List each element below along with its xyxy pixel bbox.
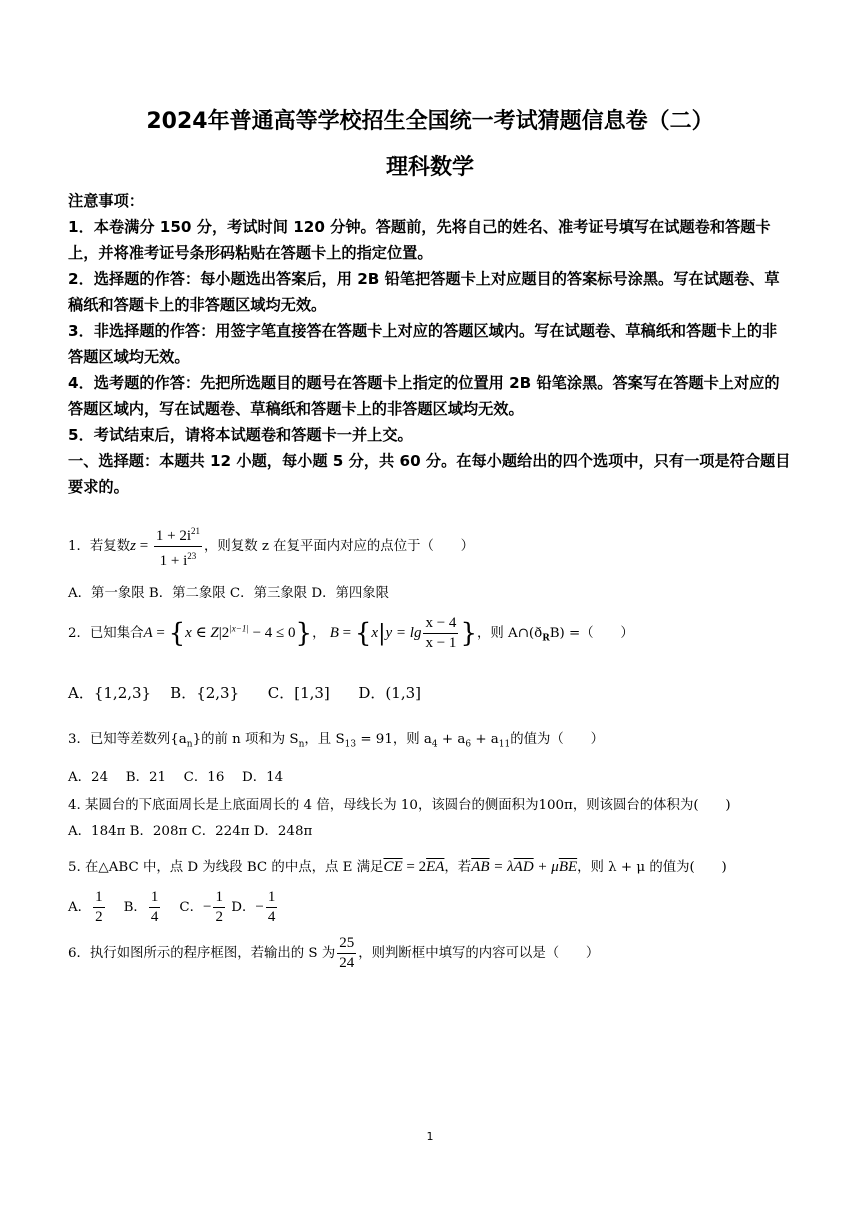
q5-option-a: A． $\frac{1}{2}$ (68, 889, 103, 925)
question-6 (68, 934, 798, 973)
q6-prefix: 6．执行如图所示的程序框图，若输出的 S 为 (68, 946, 336, 961)
vector-ab: $\overline{AB}$ (471, 859, 490, 875)
q3-text: 3．已知等差数列{a (68, 732, 187, 747)
section-heading: 一、选择题：本题共 12 小题，每小题 5 分，共 60 分。在每小题给出的四个选项中，只有一项是符合题目要求的。 (68, 452, 791, 496)
q2-option-b: B．{2,3} (170, 684, 240, 702)
q2-tail-sub: R (542, 633, 550, 644)
page-number: 1 (426, 1130, 434, 1143)
q1-suffix: ，则复数 z 在复平面内对应的点位于（ ） (204, 539, 475, 554)
q2-denominator: x − 1 (425, 635, 457, 651)
q5-part3: ，则 λ + μ 的值为( ) (577, 860, 727, 875)
q1-denominator: 1 + i (159, 553, 188, 569)
q2-option-d: D．(1,3] (358, 684, 421, 702)
q1-prefix: 1．若复数 (68, 539, 131, 554)
instruction-item: 4．选考题的作答：先把所选题目的题号在答题卡上指定的位置用 2B 铅笔涂黑。答案写在答题卡上对应的答题区域内，写在试题卷、草稿纸和答题卡上的非答题区域均无效。 (68, 374, 780, 418)
q2-set-b-y: y = lg (385, 625, 422, 641)
q5-option-d: D．− $\frac{1}{4}$ (231, 889, 276, 925)
brace-left-icon: { (354, 618, 372, 649)
question-5: 5. 在△ABC 中，点 D 为线段 BC 的中点，点 E 满足$\overline{CE} = 2\overline{EA}$，若$\overline{AB} = \lambda\overline{AD} + \mu\overline{BE}$，则 λ + μ 的值为( ) (68, 859, 727, 875)
q1-fraction (154, 522, 202, 571)
q1-var: z (130, 538, 136, 554)
instructions-heading: 注意事项： (68, 192, 144, 210)
q6-suffix: ，则判断框中填写的内容可以是（ ） (358, 946, 600, 961)
brace-left-icon: { (168, 618, 186, 649)
question-3: 3．已知等差数列$\{a_n\}$的前 n 项和为 $S_n$，且 $S_{13} = 91$，则 $a_4 + a_6 + a_{11}$的值为（ ） (68, 732, 604, 750)
q2-fraction (423, 614, 458, 653)
q5-part2: ，若 (444, 860, 472, 875)
vector-ad: $\overline{AD}$ (513, 859, 534, 875)
q2-prefix: 2．已知集合 (68, 626, 144, 641)
q1-options: A．第一象限 B．第二象限 C．第三象限 D．第四象限 (68, 586, 390, 601)
q2-option-a: A．{1,2,3} (68, 684, 152, 702)
q5-options (68, 888, 279, 927)
q5-part1: 5. 在△ABC 中，点 D 为线段 BC 的中点，点 E 满足 (68, 860, 384, 875)
instruction-item: 2．选择题的作答：每小题选出答案后，用 2B 铅笔把答题卡上对应题目的答案标号涂黑。写在试题卷、草稿纸和答题卡上的非答题区域均无效。 (68, 270, 780, 314)
question-2: 2．已知集合A = {x ∈ $Z|2^{|x-1|} - 4 \le 0$}， B = {x|y = lg $\frac{x - 4}{x - 1}$ }，则 $A\cap(ð_RB)$ =（ ） (68, 615, 634, 651)
q2-numerator: x − 4 (423, 614, 458, 634)
q6-denominator: 24 (339, 955, 355, 971)
q4-options: A．184π B．208π C．224π D．248π (68, 824, 313, 839)
q3-options: A．24 B．21 C．16 D．14 (68, 770, 284, 785)
q2-set-a-exp: |x−1| (229, 623, 249, 634)
q2-set-a-body: x ∈ Z (185, 625, 219, 641)
q5-option-c: C．− $\frac{1}{2}$ (179, 889, 223, 925)
q1-num-exp: 21 (191, 526, 201, 536)
q2-set-a: A (143, 625, 153, 641)
instructions (68, 188, 792, 500)
exam-title: 2024年普通高等学校招生全国统一考试猜题信息卷（二） (146, 109, 714, 134)
instruction-item: 3．非选择题的作答：用签字笔直接答在答题卡上对应的答题区域内。写在试题卷、草稿纸和答题卡上的非答题区域均无效。 (68, 322, 778, 366)
brace-right-icon: } (460, 618, 477, 649)
question-4: 4. 某圆台的下底面周长是上底面周长的 4 倍，母线长为 10，该圆台的侧面积为100π，则该圆台的体积为( ) (68, 798, 731, 813)
q2-tail-end: B) =（ ） (549, 626, 634, 641)
q5-option-b: B． $\frac{1}{4}$ (123, 889, 159, 925)
instruction-item: 5．考试结束后，请将本试题卷和答题卡一并上交。 (68, 426, 413, 444)
q2-options (68, 682, 421, 703)
instruction-item: 1．本卷满分 150 分，考试时间 120 分钟。答题前，先将自己的姓名、准考证号填写在试题卷和答题卡上，并将准考证号条形码粘贴在答题卡上的指定位置。 (68, 218, 771, 262)
exam-subtitle: 理科数学 (385, 155, 474, 180)
q1-numerator: 1 + 2i (155, 528, 192, 544)
vector-ea: $\overline{EA}$ (426, 859, 445, 875)
q6-fraction (337, 934, 356, 973)
q6-numerator: 25 (337, 934, 356, 954)
q1-den-exp: 23 (187, 551, 197, 561)
vector-ce: $\overline{CE}$ (383, 859, 403, 875)
question-1 (68, 522, 798, 571)
vector-be: $\overline{BE}$ (558, 859, 578, 875)
q2-option-c: C．[1,3] (267, 684, 330, 702)
q2-set-b: B (329, 625, 339, 641)
brace-right-icon: } (295, 618, 313, 649)
q2-set-a-rest: − 4 ≤ 0 (248, 625, 296, 641)
q2-tail: ，则 A∩(ð (476, 626, 543, 641)
q2-set-b-x: x (371, 625, 379, 641)
q1-eq: = (135, 538, 152, 554)
